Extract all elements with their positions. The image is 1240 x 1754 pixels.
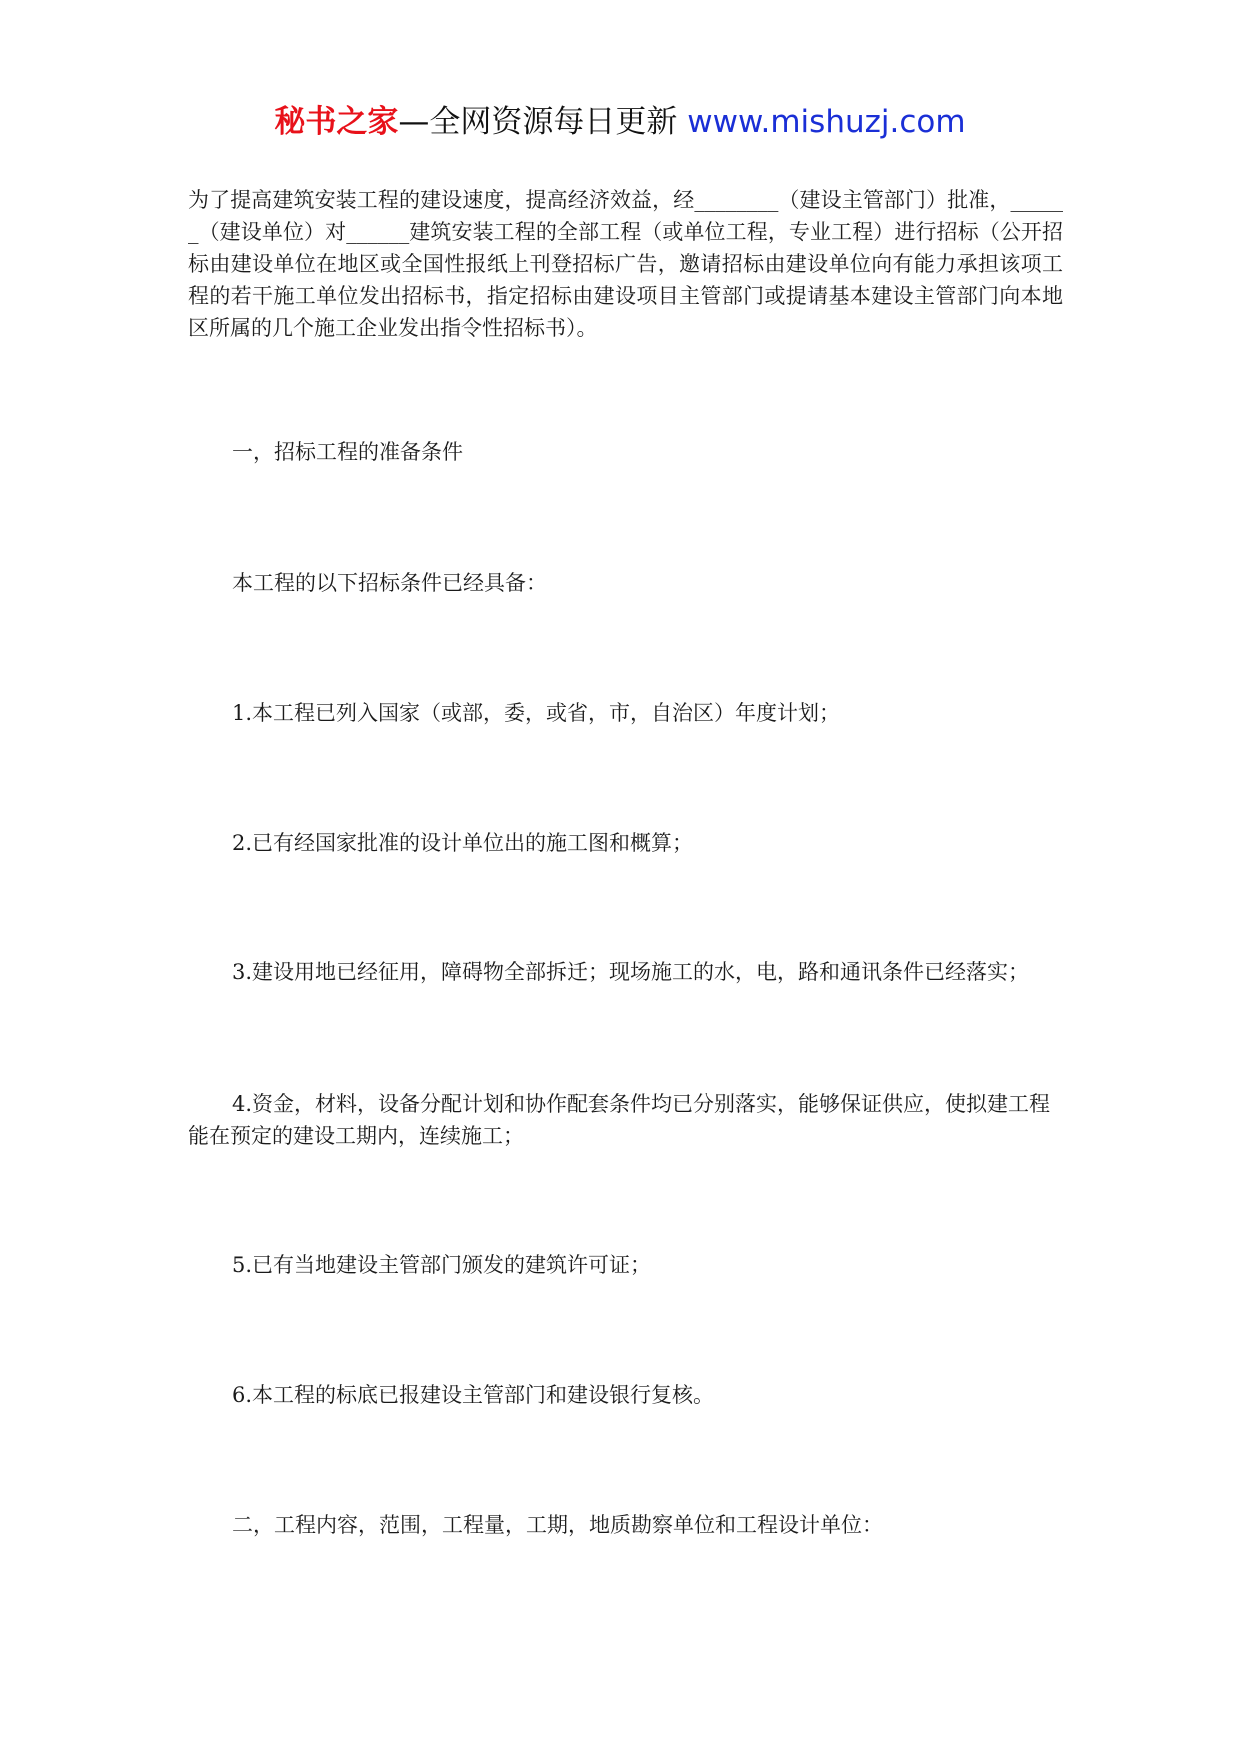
condition-item-6: 6.本工程的标底已报建设主管部门和建设银行复核。 bbox=[232, 1383, 715, 1407]
section-1-lead: 本工程的以下招标条件已经具备： bbox=[232, 571, 547, 595]
condition-item-2: 2.已有经国家批准的设计单位出的施工图和概算； bbox=[232, 831, 694, 855]
site-url-link[interactable]: www.mishuzj.com bbox=[687, 104, 966, 140]
intro-paragraph: 为了提高建筑安装工程的建设速度，提高经济效益，经________（建设主管部门）批准，______（建设单位）对______建筑安装工程的全部工程（或单位工程，专业工程）进行招标（公开招标由建设单位在地区或全国性报纸上刊登招标广告，邀请招标由建设单位向有能力承担该项工程的若干施工单位发出招标书，指定招标由建设项目主管部门或提请基本建设主管部门向本地区所属的几个施工企业发出指令性招标书）。 bbox=[188, 188, 1063, 340]
condition-item-3: 3.建设用地已经征用，障碍物全部拆迁；现场施工的水，电，路和通讯条件已经落实； bbox=[232, 960, 1030, 984]
condition-item-1: 1.本工程已列入国家（或部，委，或省，市，自治区）年度计划； bbox=[232, 701, 841, 725]
condition-item-5: 5.已有当地建设主管部门颁发的建筑许可证； bbox=[232, 1253, 652, 1277]
section-2-heading: 二，工程内容，范围，工程量，工期，地质勘察单位和工程设计单位： bbox=[232, 1513, 883, 1537]
header-slogan: —全网资源每日更新 bbox=[398, 104, 678, 140]
site-header bbox=[0, 100, 1240, 144]
section-1-heading: 一，招标工程的准备条件 bbox=[232, 440, 463, 464]
brand-name: 秘书之家 bbox=[274, 104, 399, 140]
condition-item-4: 4.资金，材料，设备分配计划和协作配套条件均已分别落实，能够保证供应，使拟建工程能在预定的建设工期内，连续施工； bbox=[188, 1092, 1051, 1148]
